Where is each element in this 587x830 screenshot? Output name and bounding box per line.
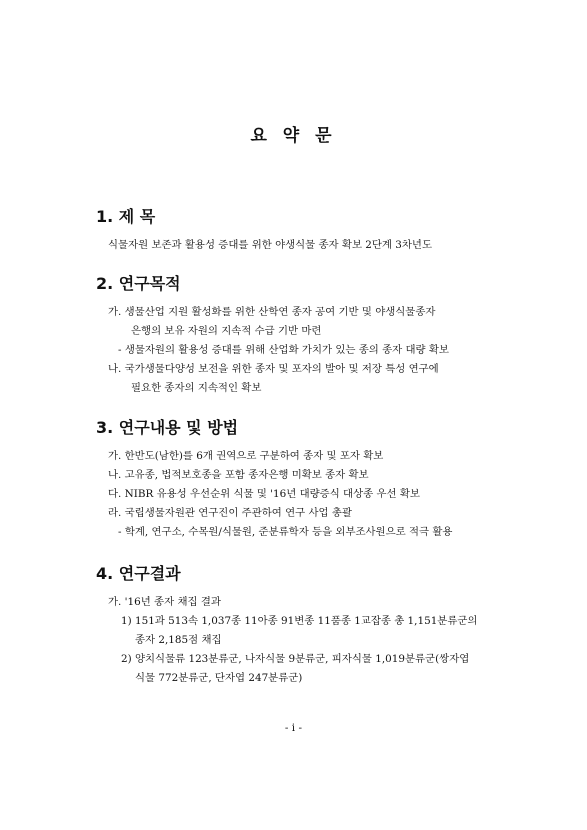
results-item-1-cont: 종자 2,185점 채집	[135, 634, 222, 646]
purpose-item-ga-sub: - 생물자원의 활용성 증대를 위해 산업화 가치가 있는 종의 종자 대량 확보	[118, 344, 449, 356]
method-item-ra: 라. 국립생물자원관 연구진이 주관하여 연구 사업 총괄	[108, 507, 352, 519]
purpose-item-na-cont: 필요한 종자의 지속적인 확보	[131, 382, 262, 394]
method-item-ga: 가. 한반도(남한)를 6개 권역으로 구분하여 종자 및 포자 확보	[108, 450, 384, 462]
section-title	[96, 204, 516, 255]
method-item-ra-sub: - 학계, 연구소, 수목원/식물원, 준분류학자 등을 외부조사원으로 적극 활용	[118, 526, 453, 538]
section-heading-title: 1. 제 목	[96, 207, 156, 226]
purpose-item-na: 나. 국가생물다양성 보전을 위한 종자 및 포자의 발아 및 저장 특성 연구에	[108, 363, 439, 375]
section-method	[96, 415, 516, 542]
section-results	[96, 561, 516, 688]
purpose-item-ga-cont: 은행의 보유 자원의 지속적 수급 기반 마련	[131, 325, 322, 337]
results-item-2-cont: 식물 772분류군, 단자엽 247분류군)	[135, 672, 303, 684]
section-heading-method: 3. 연구내용 및 방법	[96, 418, 239, 437]
method-item-da: 다. NIBR 유용성 우선순위 식물 및 '16년 대량증식 대상종 우선 확보	[108, 488, 420, 500]
section-heading-purpose: 2. 연구목적	[96, 274, 181, 293]
results-item-ga: 가. '16년 종자 채집 결과	[108, 596, 221, 608]
project-title-text: 식물자원 보존과 활용성 증대를 위한 야생식물 종자 확보 2단계 3차년도	[108, 239, 432, 251]
page-number: - i -	[284, 722, 303, 734]
section-heading-results: 4. 연구결과	[96, 564, 181, 583]
section-purpose	[96, 271, 516, 398]
purpose-item-ga: 가. 생물산업 지원 활성화를 위한 산학연 종자 공여 기반 및 야생식물종자	[108, 306, 436, 318]
document-title: 요 약 문	[250, 126, 337, 146]
results-item-2: 2) 양치식물류 123분류군, 나자식물 9분류군, 피자식물 1,019분류군(쌍자엽	[121, 653, 470, 665]
results-item-1: 1) 151과 513속 1,037종 11아종 91변종 11품종 1교잡종 총 1,151분류군의	[121, 615, 478, 627]
method-item-na: 나. 고유종, 법적보호종을 포함 종자은행 미확보 종자 확보	[108, 469, 369, 481]
